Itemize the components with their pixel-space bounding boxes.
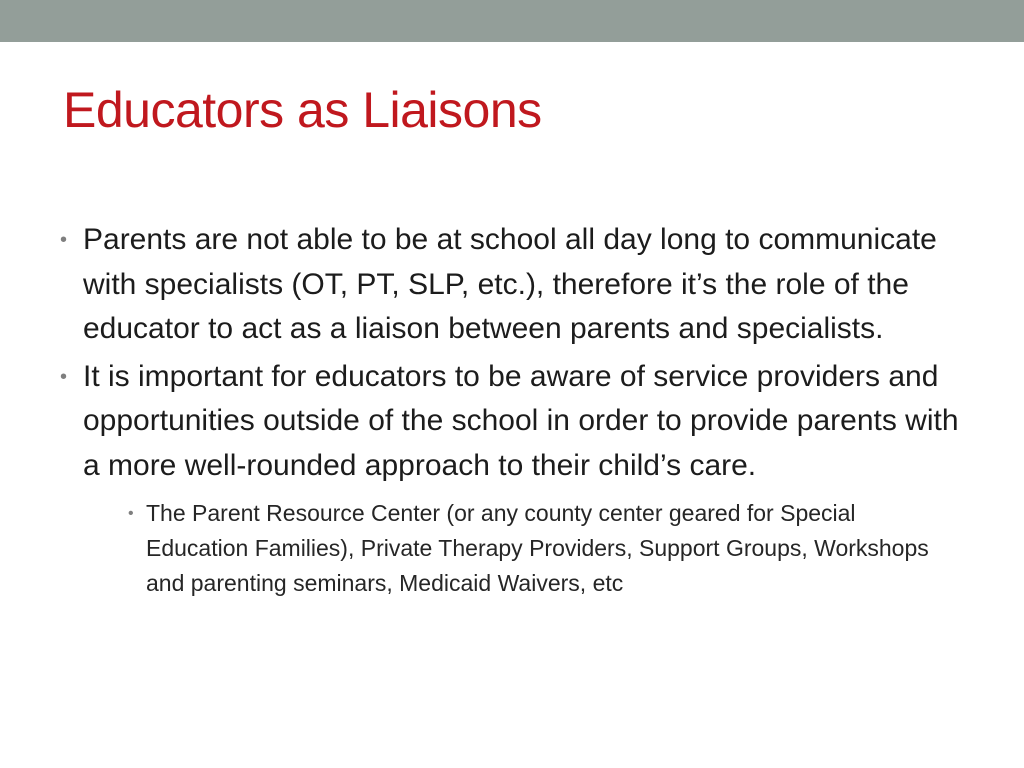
bullet-item [60,218,960,352]
sub-bullet-item [128,496,954,601]
sub-bullet-dot-icon: • [128,505,134,522]
bullet-text: Parents are not able to be at school all day long to communicate with specialists (OT, PT, SLP, etc.), therefore it’s the role of the educator to act as a liaison between parents and specialists. [83,223,937,345]
bullet-dot-icon: • [60,365,68,388]
sub-bullet-text: The Parent Resource Center (or any county center geared for Special Education Families), Private Therapy Providers, Support Groups, Workshops and parenting seminars, Medicaid Waivers, etc [146,500,929,596]
bullet-item [60,355,960,489]
bullet-dot-icon: • [60,229,68,251]
top-accent-bar [0,0,1024,42]
bullet-text: It is important for educators to be aware of service providers and opportunities outside of the school in order to provide parents with a more well-rounded approach to their child’s care. [83,359,959,482]
slide-body [60,218,960,601]
slide-title: Educators as Liaisons [63,82,542,138]
